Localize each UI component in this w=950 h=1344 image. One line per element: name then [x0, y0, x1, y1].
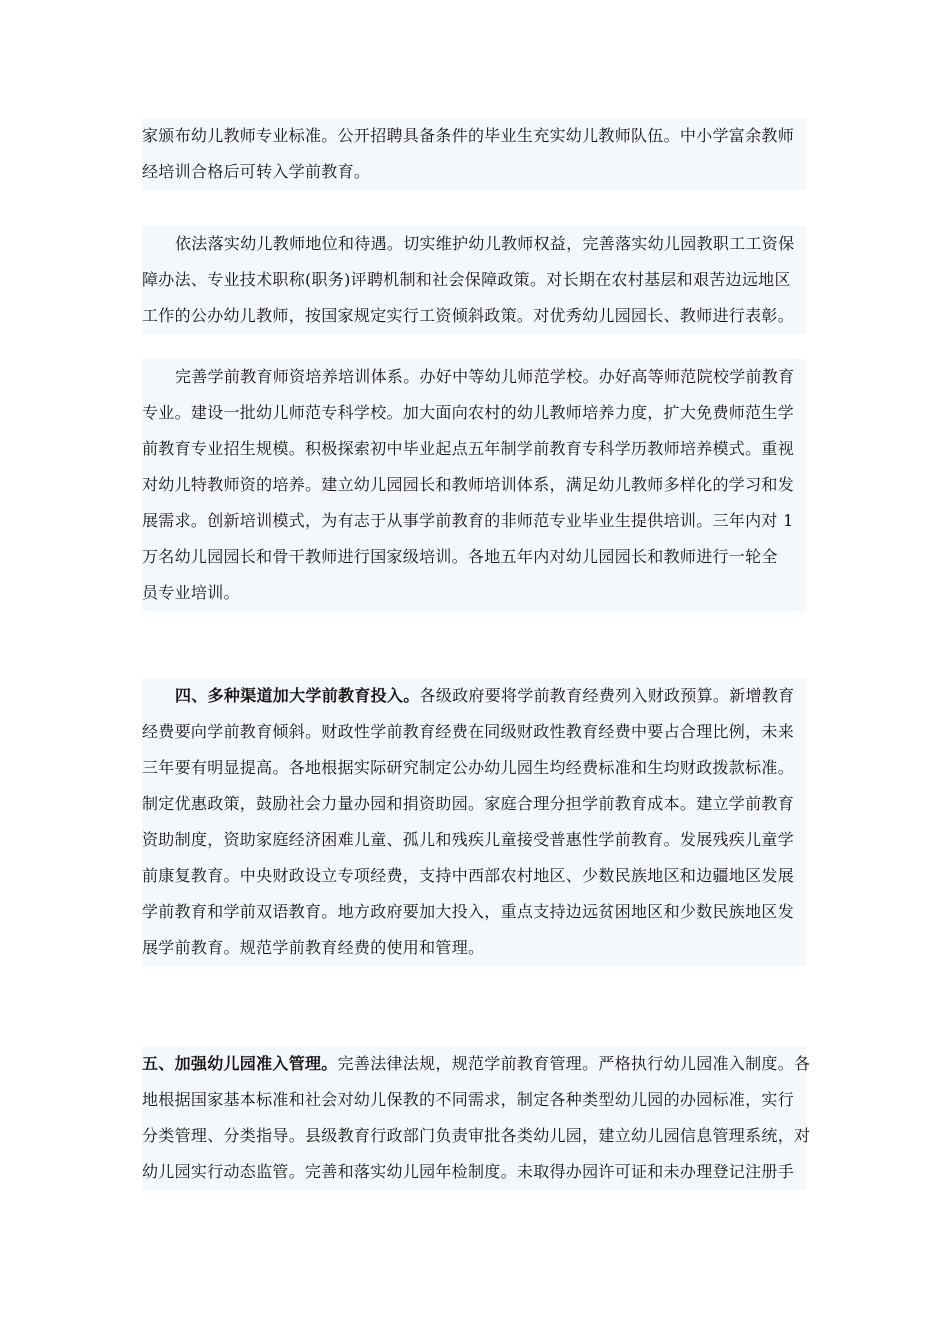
section-heading: 五、加强幼儿园准入管理。: [142, 1054, 338, 1073]
text-line: 展需求。创新培训模式，为有志于从事学前教育的非师范专业毕业生提供培训。三年内对 1: [142, 511, 794, 530]
paragraph-3: [142, 359, 806, 611]
section-text: 各级政府要将学前教育经费列入财政预算。新增教育: [419, 686, 795, 705]
text-line: 学前教育和学前双语教育。地方政府要加大投入，重点支持边远贫困地区和少数民族地区发: [142, 902, 795, 921]
text-line: 万名幼儿园园长和骨干教师进行国家级培训。各地五年内对幼儿园园长和教师进行一轮全: [142, 547, 778, 566]
text-line: 员专业培训。: [142, 583, 240, 602]
text-line: 依法落实幼儿教师地位和待遇。切实维护幼儿教师权益，完善落实幼儿园教职工工资保: [175, 234, 795, 253]
text-line: 展学前教育。规范学前教育经费的使用和管理。: [142, 938, 485, 957]
text-line: 对幼儿特教师资的培养。建立幼儿园园长和教师培训体系，满足幼儿教师多样化的学习和发: [142, 475, 795, 494]
section-text: 完善法律法规，规范学前教育管理。严格执行幼儿园准入制度。各: [337, 1054, 811, 1073]
text-line: 三年要有明显提高。各地根据实际研究制定公办幼儿园生均经费标准和生均财政拨款标准。: [142, 758, 795, 777]
text-line: 经培训合格后可转入学前教育。: [142, 162, 371, 181]
section-heading: 四、多种渠道加大学前教育投入。: [175, 686, 420, 705]
text-line: 障办法、专业技术职称(职务)评聘机制和社会保障政策。对长期在农村基层和艰苦边远地区: [142, 270, 791, 289]
text-line: 家颁布幼儿教师专业标准。公开招聘具备条件的毕业生充实幼儿教师队伍。中小学富余教师: [142, 126, 795, 145]
text-line: [142, 678, 806, 714]
section-4: [142, 678, 806, 966]
text-line: 制定优惠政策，鼓励社会力量办园和捐资助园。家庭合理分担学前教育成本。建立学前教育: [142, 794, 795, 813]
text-line: 专业。建设一批幼儿师范专科学校。加大面向农村的幼儿教师培养力度，扩大免费师范生学: [142, 403, 795, 422]
text-line: 工作的公办幼儿教师，按国家规定实行工资倾斜政策。对优秀幼儿园园长、教师进行表彰。: [142, 306, 795, 325]
text-line: 资助制度，资助家庭经济困难儿童、孤儿和残疾儿童接受普惠性学前教育。发展残疾儿童学: [142, 830, 795, 849]
text-line: 前教育专业招生规模。积极探索初中毕业起点五年制学前教育专科学历教师培养模式。重视: [142, 439, 795, 458]
text-line: 经费要向学前教育倾斜。财政性学前教育经费在同级财政性教育经费中要占合理比例，未来: [142, 722, 795, 741]
text-line: [142, 1046, 811, 1082]
section-5: [142, 1046, 811, 1190]
text-line: 幼儿园实行动态监管。完善和落实幼儿园年检制度。未取得办园许可证和未办理登记注册手: [142, 1162, 795, 1181]
text-line: 前康复教育。中央财政设立专项经费，支持中西部农村地区、少数民族地区和边疆地区发展: [142, 866, 795, 885]
text-line: 地根据国家基本标准和社会对幼儿保教的不同需求，制定各种类型幼儿园的办园标准，实行: [142, 1090, 795, 1109]
text-line: 完善学前教育师资培养培训体系。办好中等幼儿师范学校。办好高等师范院校学前教育: [175, 367, 795, 386]
paragraph-1: [142, 118, 806, 190]
text-line: 分类管理、分类指导。县级教育行政部门负责审批各类幼儿园，建立幼儿园信息管理系统，对: [142, 1126, 811, 1145]
paragraph-2: [142, 226, 806, 334]
